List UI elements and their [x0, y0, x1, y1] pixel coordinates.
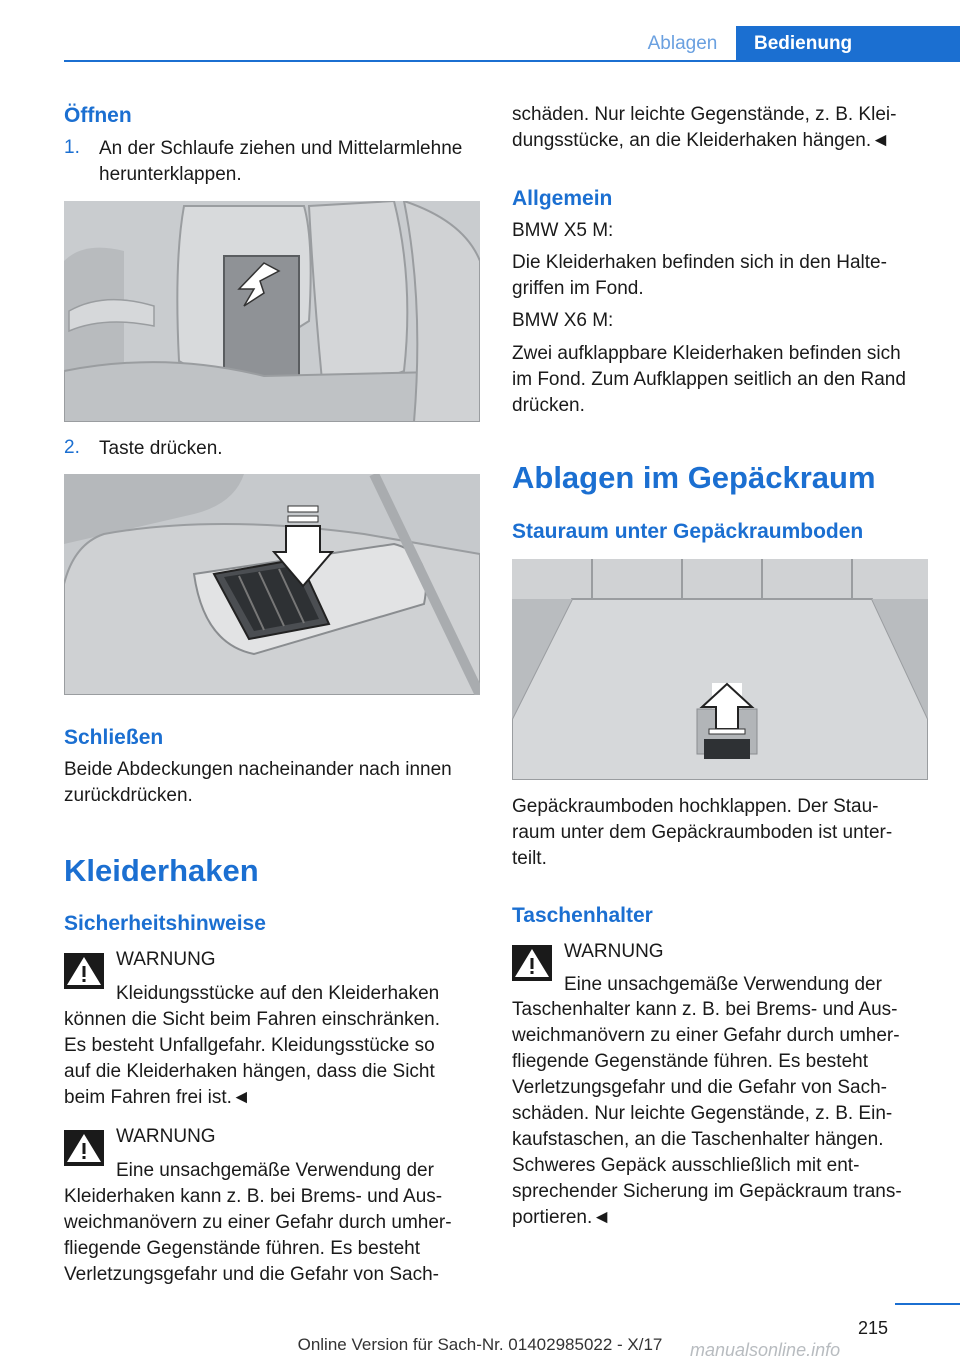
- online-version-footer: Online Version für Sach-Nr. 01402985022 - X/17: [297, 1335, 663, 1354]
- warning-1-text: können die Sicht beim Fahren einschränken. Es besteht Unfallgefahr. Kleidungsstücke so auf die Kleiderhaken hängen, dass die Sicht beim Fahren frei ist.◄: [64, 1009, 441, 1108]
- schliessen-text: Beide Abdeckungen nacheinander nach innen zurückdrücken.: [64, 759, 452, 806]
- stauraum-text: Gepäckraumboden hochklappen. Der Stau- raum unter dem Gepäckraumboden ist unter- teilt.: [512, 796, 893, 869]
- cargo-floor-illustration: [512, 559, 928, 780]
- warning-2-title: WARNUNG: [116, 1126, 216, 1147]
- warning-2-text: Kleiderhaken kann z. B. bei Brems- und Aus- weichmanövern zu einer Gefahr durch umher- fliegende Gegenstände führen. Es besteht Verletzungsgefahr und die Gefahr von Sach-: [64, 1186, 452, 1285]
- x5-text: Die Kleiderhaken befinden sich in den Halte- griffen im Fond.: [512, 252, 887, 299]
- heading-kleiderhaken: Kleiderhaken: [64, 853, 259, 888]
- heading-taschenhalter: Taschenhalter: [512, 904, 653, 927]
- tab-bedienung: Bedienung: [736, 26, 960, 62]
- warning-1-title: WARNUNG: [116, 949, 216, 970]
- warning-triangle-icon: [512, 945, 552, 981]
- step-1-number: 1.: [64, 137, 80, 158]
- warning-3-text: Taschenhalter kann z. B. bei Brems- und Aus- weichmanövern zu einer Gefahr durch umher- fliegende Gegenstände führen. Es besteht Verletzungsgefahr und die Gefahr von Sach- schäden. Nur leichte Gegenstände, z. B. Ein- kaufstaschen, an die Taschenhalter hängen. Schweres Gepäck ausschließlich mit ent- sprechender Sicherung im Gepäckraum trans- portieren.◄: [512, 999, 902, 1228]
- armrest-button-illustration: [64, 474, 480, 695]
- heading-sicherheitshinweise: Sicherheitshinweise: [64, 912, 266, 935]
- warning-2-line-1: Eine unsachgemäße Verwendung der: [116, 1160, 434, 1181]
- step-1-text: An der Schlaufe ziehen und Mittelarmlehne herunterklappen.: [99, 138, 463, 185]
- heading-ablagen-im-gepaeckraum: Ablagen im Gepäckraum: [512, 460, 876, 495]
- x6-label: BMW X6 M:: [512, 310, 614, 331]
- footer-rule: [895, 1303, 960, 1305]
- step-2-text: Taste drücken.: [99, 438, 223, 459]
- heading-oeffnen: Öffnen: [64, 104, 132, 127]
- warning-3-title: WARNUNG: [564, 941, 664, 962]
- warning-3-line-1: Eine unsachgemäße Verwendung der: [564, 974, 882, 995]
- rear-seat-illustration: [64, 201, 480, 422]
- figure-rear-seat-armrest: [64, 201, 480, 422]
- warning-triangle-icon: [64, 1130, 104, 1166]
- warning-triangle-icon: [64, 953, 104, 989]
- heading-stauraum: Stauraum unter Gepäckraumboden: [512, 520, 864, 543]
- x5-label: BMW X5 M:: [512, 220, 614, 241]
- figure-armrest-button: [64, 474, 480, 695]
- heading-schliessen: Schließen: [64, 726, 164, 749]
- heading-allgemein: Allgemein: [512, 187, 613, 210]
- header-rule: [64, 60, 960, 62]
- watermark: manualsonline.info: [690, 1340, 841, 1360]
- tab-ablagen: Ablagen: [647, 33, 718, 54]
- step-2-number: 2.: [64, 437, 80, 458]
- warning-1-line-1: Kleidungsstücke auf den Kleiderhaken: [116, 983, 440, 1004]
- page-number: 215: [858, 1318, 889, 1338]
- figure-cargo-floor: [512, 559, 928, 780]
- warning-2-continuation: schäden. Nur leichte Gegenstände, z. B. Klei- dungsstücke, an die Kleiderhaken hängen.◄: [512, 104, 897, 151]
- x6-text: Zwei aufklappbare Kleiderhaken befinden sich im Fond. Zum Aufklappen seitlich an den Rand drücken.: [512, 343, 906, 416]
